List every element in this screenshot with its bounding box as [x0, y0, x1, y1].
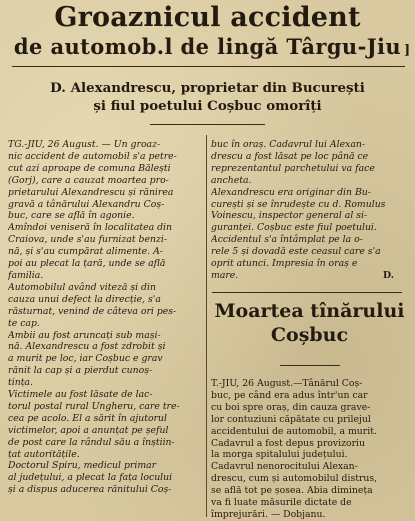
article-line: ancheta. [211, 174, 252, 186]
article-line: Alexandrescu era originar din Bu- [211, 186, 371, 198]
article-line: țat autoritățile. [8, 448, 80, 460]
article-line: Amîndoi veniseră în localitatea din [8, 222, 173, 234]
article-line: Automobilul având viteză și din [8, 281, 156, 293]
article-line: a murit pe loc, iar Coșbuc e grav [8, 353, 163, 365]
article-line: guranței. Coșbuc este fiul poetului. [211, 222, 377, 234]
article-line: răsturnat, venind de câteva ori pes- [8, 305, 177, 317]
article-left-column [8, 139, 204, 496]
article-line: cut azi aproape de comuna Bălești [8, 162, 171, 174]
article-line: victimelor, apoi a anunțat pe șeful [8, 424, 169, 436]
article-line: te cap. [8, 317, 40, 329]
article-line-last [211, 270, 408, 282]
article-line: Accidentul s'a întâmplat pe la o- [211, 234, 363, 246]
article-line: și a dispus aducerea rănitului Coș- [8, 484, 172, 496]
article-line: nă. Alexandrescu a fost zdrobit și [8, 341, 166, 353]
article-line: lor contuziuni căpătate cu prilejul [211, 413, 371, 425]
article-line: buc, care se află în agonie. [8, 210, 135, 222]
article-line: T.-JIU, 26 August.—Tânărul Coș- [211, 378, 363, 389]
box-title-rule [280, 365, 340, 366]
article-line: TG.-JIU, 26 August. — Un groaz- [8, 139, 161, 150]
article-line: Ambii au fost aruncați sub mași- [8, 329, 161, 341]
article-line: Voinescu, inspector general al si- [211, 210, 368, 222]
article-line: cea pe acolo. El a sărit în ajutorul [8, 412, 167, 424]
article-line: reprezentantul parchetului va face [211, 162, 375, 174]
article-line: împrejurări. — Dobjanu. [211, 508, 326, 520]
box-title-line-2: Coșbuc [270, 324, 349, 346]
article-line: cu boi spre oraș, din cauza grave- [211, 401, 371, 413]
subheadline-1: D. Alexandrescu, proprietar din București [50, 80, 365, 96]
article-line: tința. [8, 377, 33, 389]
article-line: accidentului de automobil, a murit. [211, 425, 377, 437]
column-divider [206, 135, 207, 517]
article-line: Cadavrul a fost depus provizoriu [211, 437, 365, 449]
author-signature: D. [383, 269, 394, 281]
subheadline-2: și fiul poetului Coșbuc omorîți [93, 98, 322, 114]
subheadline-rule [150, 124, 265, 125]
headline-main: Groaznicul accident [54, 2, 361, 33]
article-line: nic accident de automobil s'a petre- [8, 150, 177, 162]
article-line: (Gorj), care a cauzat moartea pro- [8, 174, 169, 186]
article-line: drescu, cum și automobilul distrus, [211, 473, 378, 485]
box-title-line-1: Moartea tînărului [214, 300, 405, 322]
article-line: al județului, a plecat la fața locului [8, 472, 173, 484]
article-line: rănit la cap și a pierdut cunoș- [8, 365, 153, 377]
headline-second-line: de automob.l de lingă Târgu-Jiu [13, 34, 402, 59]
article-line: torul postal rural Ungheru, care tre- [8, 400, 180, 412]
article-line: nă, și s'au cumpărat alimente. A- [8, 246, 163, 258]
article-line: mare. [211, 269, 239, 281]
article-line: va fi luate măsurile dictate de [211, 497, 352, 509]
article-line: gravă a tânărului Alexandru Coș- [8, 198, 165, 210]
article-line: poi au plecat la țară, unde se află [8, 258, 166, 270]
article-line: rele 5 și dovadă este ceasul care s'a [211, 246, 381, 258]
article-line: curești și se înrudește cu d. Romulus [211, 198, 386, 210]
article-line: oprit atunci. Impresia în oraș e [211, 258, 358, 270]
article-line: la morga spitalului județului. [211, 449, 348, 461]
article-line: Cadavrul nenorocitului Alexan- [211, 461, 358, 473]
article-line: familia. [8, 269, 44, 281]
headline-rule-top [12, 66, 405, 67]
article-right-column-bottom [211, 378, 408, 521]
article-line: drescu a fost lăsat pe loc până ce [211, 150, 369, 162]
article-line: buc, pe când era adus într'un car [211, 389, 368, 401]
article-right-column-top [211, 139, 408, 282]
article-line: Doctorul Spiru, medicul primar [8, 460, 157, 472]
article-line: se află tot pe șosea. Abia dimineța [211, 485, 373, 497]
article-line: de post care la rândul său a înștiin- [8, 436, 175, 448]
box-rule-top [212, 292, 402, 293]
article-line: Victimele au fost lăsate de lac- [8, 389, 153, 401]
article-line: buc în oraș. Cadavrul lui Alexan- [211, 139, 366, 150]
margin-mark: ] [404, 43, 411, 58]
article-line: prietarului Alexandrescu și rănirea [8, 186, 174, 198]
article-line: cauza unui defect la direcție, s'a [8, 293, 161, 305]
article-line: Craiova, unde s'au furnizat benzi- [8, 234, 167, 246]
